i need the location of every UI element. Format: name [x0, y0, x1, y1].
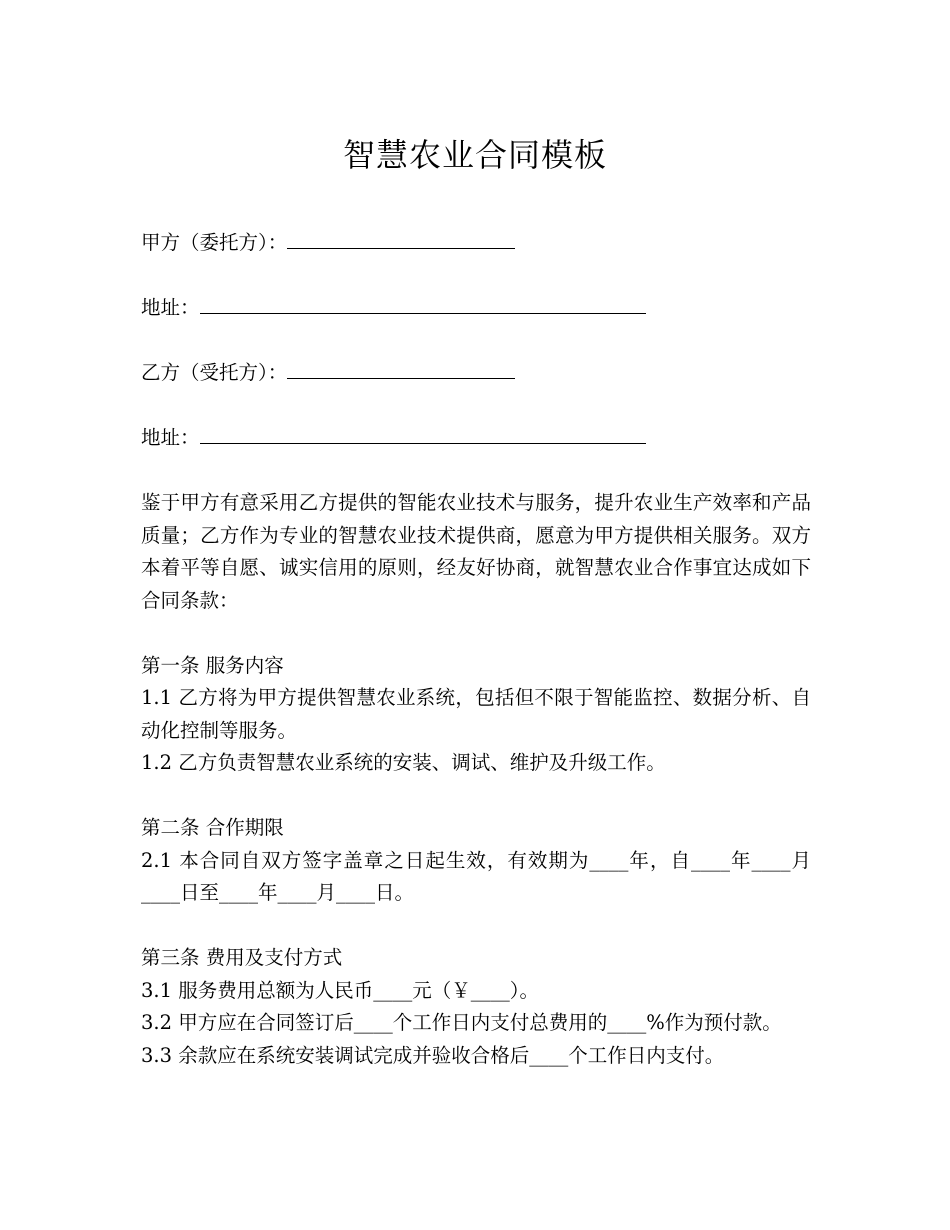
spacer	[141, 780, 811, 813]
party-info	[141, 227, 811, 455]
clause-2-1: 2.1 本合同自双方签字盖章之日起生效，有效期为____年，自____年____月____日至____年____月____日。	[141, 848, 811, 904]
party-b-address-blank	[200, 442, 646, 444]
document-title: 智慧农业合同模板	[342, 136, 607, 174]
spacer	[141, 617, 811, 650]
party-a-address-line	[141, 292, 811, 325]
party-b-blank	[287, 377, 515, 379]
document-body	[141, 227, 811, 1072]
preamble: 鉴于甲方有意采用乙方提供的智能农业技术与服务，提升农业生产效率和产品质量；乙方作为专业的智慧农业技术提供商，愿意为甲方提供相关服务。双方本着平等自愿、诚实信用的原则，经友好协商，就智慧农业合作事宜达成如下合同条款：	[141, 491, 811, 612]
clause-1-1: 1.1 乙方将为甲方提供智慧农业系统，包括但不限于智能监控、数据分析、自动化控制等服务。	[141, 686, 811, 742]
party-a-address-label: 地址：	[141, 296, 200, 319]
clause-3-3: 3.3 余款应在系统安装调试完成并验收合格后____个工作日内支付。	[141, 1043, 725, 1067]
clause-3-2: 3.2 甲方应在合同签订后____个工作日内支付总费用的____%作为预付款。	[141, 1011, 782, 1034]
party-a-blank	[287, 247, 515, 249]
article-2-heading: 第二条 合作期限	[141, 816, 284, 839]
party-b-label: 乙方（受托方）：	[141, 361, 288, 384]
article-1-heading: 第一条 服务内容	[141, 653, 284, 677]
clause-1-2: 1.2 乙方负责智慧农业系统的安装、调试、维护及升级工作。	[141, 751, 666, 774]
spacer	[141, 910, 811, 943]
party-b-address-line	[141, 422, 811, 455]
article-3-heading: 第三条 费用及支付方式	[141, 946, 343, 969]
party-a-label: 甲方（委托方）：	[141, 231, 288, 254]
party-b-address-label: 地址：	[141, 426, 200, 449]
party-b-line	[141, 357, 811, 390]
party-a-line	[141, 227, 811, 260]
clause-3-1: 3.1 服务费用总额为人民币____元（￥____）。	[141, 978, 539, 1002]
party-a-address-blank	[200, 312, 646, 314]
